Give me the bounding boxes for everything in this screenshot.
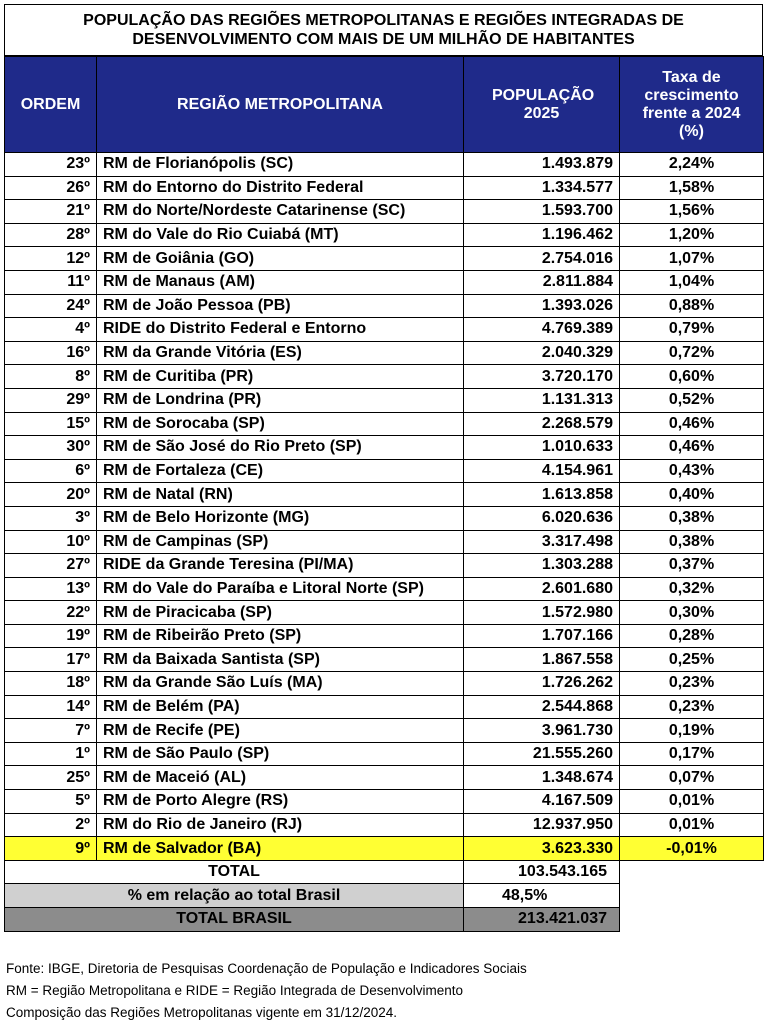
table-row [5, 200, 764, 224]
cell-ordem: 27º [5, 554, 97, 578]
cell-populacao: 21.555.260 [464, 742, 620, 766]
cell-regiao: RM de São José do Rio Preto (SP) [97, 436, 464, 460]
cell-ordem: 1º [5, 742, 97, 766]
cell-taxa: 0,46% [620, 412, 764, 436]
cell-ordem: 20º [5, 483, 97, 507]
table-row [5, 436, 764, 460]
cell-regiao: RM de Salvador (BA) [97, 837, 464, 861]
cell-regiao: RM do Vale do Rio Cuiabá (MT) [97, 223, 464, 247]
cell-ordem: 23º [5, 153, 97, 177]
cell-ordem: 10º [5, 530, 97, 554]
cell-ordem: 25º [5, 766, 97, 790]
header-regiao: REGIÃO METROPOLITANA [97, 57, 464, 153]
cell-populacao: 1.707.166 [464, 624, 620, 648]
cell-taxa: 0,40% [620, 483, 764, 507]
table-row [5, 365, 764, 389]
cell-populacao: 1.867.558 [464, 648, 620, 672]
cell-populacao: 1.303.288 [464, 554, 620, 578]
cell-populacao: 4.769.389 [464, 318, 620, 342]
cell-ordem: 22º [5, 601, 97, 625]
cell-populacao: 6.020.636 [464, 506, 620, 530]
table-row [5, 176, 764, 200]
footnotes [6, 958, 761, 1024]
legend-note: RM = Região Metropolitana e RIDE = Região Integrada de Desenvolvimento [6, 983, 464, 998]
cell-regiao: RM de Ribeirão Preto (SP) [97, 624, 464, 648]
cell-taxa: 0,19% [620, 719, 764, 743]
cell-regiao: RM de Fortaleza (CE) [97, 459, 464, 483]
totals-section [5, 860, 764, 931]
cell-taxa: 1,58% [620, 176, 764, 200]
cell-regiao: RM de Goiânia (GO) [97, 247, 464, 271]
cell-ordem: 24º [5, 294, 97, 318]
cell-regiao: RM de Maceió (AL) [97, 766, 464, 790]
cell-populacao: 2.040.329 [464, 341, 620, 365]
cell-taxa: 0,28% [620, 624, 764, 648]
cell-populacao: 1.348.674 [464, 766, 620, 790]
cell-ordem: 14º [5, 695, 97, 719]
cell-regiao: RM da Grande Vitória (ES) [97, 341, 464, 365]
table-row [5, 695, 764, 719]
total-blank [620, 860, 764, 884]
table-row [5, 742, 764, 766]
cell-ordem: 13º [5, 577, 97, 601]
cell-taxa: 0,38% [620, 530, 764, 554]
cell-taxa: 0,01% [620, 790, 764, 814]
cell-ordem: 11º [5, 270, 97, 294]
cell-ordem: 18º [5, 672, 97, 696]
cell-ordem: 17º [5, 648, 97, 672]
table-row [5, 247, 764, 271]
cell-populacao: 3.961.730 [464, 719, 620, 743]
cell-regiao: RM de Curitiba (PR) [97, 365, 464, 389]
table-row [5, 153, 764, 177]
cell-taxa: 1,20% [620, 223, 764, 247]
cell-ordem: 7º [5, 719, 97, 743]
table-row [5, 388, 764, 412]
pct-label: % em relação ao total Brasil [5, 884, 464, 908]
cell-taxa: 0,43% [620, 459, 764, 483]
cell-taxa: -0,01% [620, 837, 764, 861]
cell-taxa: 0,46% [620, 436, 764, 460]
table-row [5, 790, 764, 814]
title-line-1: POPULAÇÃO DAS REGIÕES METROPOLITANAS E REGIÕES INTEGRADAS DE [83, 12, 684, 29]
total-value: 103.543.165 [464, 860, 620, 884]
table-row [5, 601, 764, 625]
title-line-2: DESENVOLVIMENTO COM MAIS DE UM MILHÃO DE HABITANTES [132, 31, 635, 48]
pct-value: 48,5% [464, 884, 620, 908]
table-row [5, 341, 764, 365]
cell-ordem: 5º [5, 790, 97, 814]
cell-populacao: 4.154.961 [464, 459, 620, 483]
table-row [5, 766, 764, 790]
cell-populacao: 3.720.170 [464, 365, 620, 389]
table-row [5, 294, 764, 318]
total-label: TOTAL [5, 860, 464, 884]
cell-regiao: RM de Porto Alegre (RS) [97, 790, 464, 814]
cell-regiao: RM de Belém (PA) [97, 695, 464, 719]
header-ordem: ORDEM [5, 57, 97, 153]
cell-regiao: RM do Entorno do Distrito Federal [97, 176, 464, 200]
cell-taxa: 0,72% [620, 341, 764, 365]
cell-populacao: 1.493.879 [464, 153, 620, 177]
pct-row [5, 884, 764, 908]
cell-regiao: RM de Campinas (SP) [97, 530, 464, 554]
cell-populacao: 1.613.858 [464, 483, 620, 507]
table-row [5, 270, 764, 294]
cell-regiao: RM do Rio de Janeiro (RJ) [97, 813, 464, 837]
cell-ordem: 19º [5, 624, 97, 648]
cell-regiao: RM de São Paulo (SP) [97, 742, 464, 766]
table-row [5, 813, 764, 837]
cell-taxa: 1,04% [620, 270, 764, 294]
cell-ordem: 21º [5, 200, 97, 224]
cell-regiao: RIDE da Grande Teresina (PI/MA) [97, 554, 464, 578]
cell-taxa: 0,88% [620, 294, 764, 318]
cell-taxa: 1,07% [620, 247, 764, 271]
cell-ordem: 30º [5, 436, 97, 460]
cell-taxa: 0,52% [620, 388, 764, 412]
cell-taxa: 0,38% [620, 506, 764, 530]
cell-regiao: RM de Londrina (PR) [97, 388, 464, 412]
cell-populacao: 3.317.498 [464, 530, 620, 554]
brasil-row [5, 908, 764, 932]
table-row [5, 648, 764, 672]
cell-taxa: 1,56% [620, 200, 764, 224]
cell-populacao: 1.334.577 [464, 176, 620, 200]
brasil-blank [620, 908, 764, 932]
cell-populacao: 1.593.700 [464, 200, 620, 224]
cell-regiao: RM de Recife (PE) [97, 719, 464, 743]
cell-taxa: 0,17% [620, 742, 764, 766]
cell-populacao: 2.601.680 [464, 577, 620, 601]
cell-ordem: 4º [5, 318, 97, 342]
cell-ordem: 8º [5, 365, 97, 389]
cell-regiao: RM do Vale do Paraíba e Litoral Norte (SP) [97, 577, 464, 601]
population-table [4, 56, 764, 932]
cell-taxa: 0,30% [620, 601, 764, 625]
table-body [5, 153, 764, 861]
cell-populacao: 1.010.633 [464, 436, 620, 460]
table-row [5, 459, 764, 483]
cell-populacao: 2.268.579 [464, 412, 620, 436]
cell-regiao: RM de Natal (RN) [97, 483, 464, 507]
cell-regiao: RM da Grande São Luís (MA) [97, 672, 464, 696]
total-row [5, 860, 764, 884]
brasil-value: 213.421.037 [464, 908, 620, 932]
cell-ordem: 12º [5, 247, 97, 271]
table-row [5, 554, 764, 578]
cell-taxa: 0,01% [620, 813, 764, 837]
cell-taxa: 0,23% [620, 695, 764, 719]
table-row [5, 223, 764, 247]
cell-populacao: 1.131.313 [464, 388, 620, 412]
cell-taxa: 0,79% [620, 318, 764, 342]
page-title [4, 4, 763, 56]
cell-ordem: 28º [5, 223, 97, 247]
table-row [5, 506, 764, 530]
cell-populacao: 1.196.462 [464, 223, 620, 247]
cell-regiao: RIDE do Distrito Federal e Entorno [97, 318, 464, 342]
table-row [5, 412, 764, 436]
table-row [5, 483, 764, 507]
cell-populacao: 2.544.868 [464, 695, 620, 719]
header-populacao: POPULAÇÃO 2025 [464, 57, 620, 153]
cell-taxa: 0,32% [620, 577, 764, 601]
table-row [5, 318, 764, 342]
cell-populacao: 2.811.884 [464, 270, 620, 294]
source-note: Fonte: IBGE, Diretoria de Pesquisas Coordenação de População e Indicadores Sociais [6, 961, 527, 976]
cell-ordem: 16º [5, 341, 97, 365]
cell-regiao: RM de Sorocaba (SP) [97, 412, 464, 436]
table-row [5, 530, 764, 554]
cell-populacao: 3.623.330 [464, 837, 620, 861]
cell-regiao: RM de Manaus (AM) [97, 270, 464, 294]
cell-regiao: RM de Piracicaba (SP) [97, 601, 464, 625]
cell-taxa: 0,07% [620, 766, 764, 790]
table-row [5, 719, 764, 743]
cell-regiao: RM de Belo Horizonte (MG) [97, 506, 464, 530]
pct-blank [620, 884, 764, 908]
brasil-label: TOTAL BRASIL [5, 908, 464, 932]
cell-taxa: 0,37% [620, 554, 764, 578]
cell-populacao: 12.937.950 [464, 813, 620, 837]
cell-ordem: 2º [5, 813, 97, 837]
cell-ordem: 26º [5, 176, 97, 200]
table-row [5, 672, 764, 696]
cell-regiao: RM de Florianópolis (SC) [97, 153, 464, 177]
cell-ordem: 6º [5, 459, 97, 483]
cell-regiao: RM da Baixada Santista (SP) [97, 648, 464, 672]
cell-populacao: 1.572.980 [464, 601, 620, 625]
table-row [5, 624, 764, 648]
cell-populacao: 2.754.016 [464, 247, 620, 271]
cell-taxa: 2,24% [620, 153, 764, 177]
header-taxa: Taxa de crescimento frente a 2024 (%) [620, 57, 764, 153]
cell-regiao: RM de João Pessoa (PB) [97, 294, 464, 318]
cell-populacao: 1.393.026 [464, 294, 620, 318]
table-row [5, 577, 764, 601]
cell-ordem: 9º [5, 837, 97, 861]
cell-taxa: 0,25% [620, 648, 764, 672]
cell-populacao: 4.167.509 [464, 790, 620, 814]
cell-ordem: 15º [5, 412, 97, 436]
table-header-row [5, 57, 764, 153]
composition-note: Composição das Regiões Metropolitanas vigente em 31/12/2024. [6, 1005, 397, 1020]
cell-regiao: RM do Norte/Nordeste Catarinense (SC) [97, 200, 464, 224]
cell-populacao: 1.726.262 [464, 672, 620, 696]
cell-ordem: 29º [5, 388, 97, 412]
table-row [5, 837, 764, 861]
cell-taxa: 0,60% [620, 365, 764, 389]
cell-ordem: 3º [5, 506, 97, 530]
cell-taxa: 0,23% [620, 672, 764, 696]
